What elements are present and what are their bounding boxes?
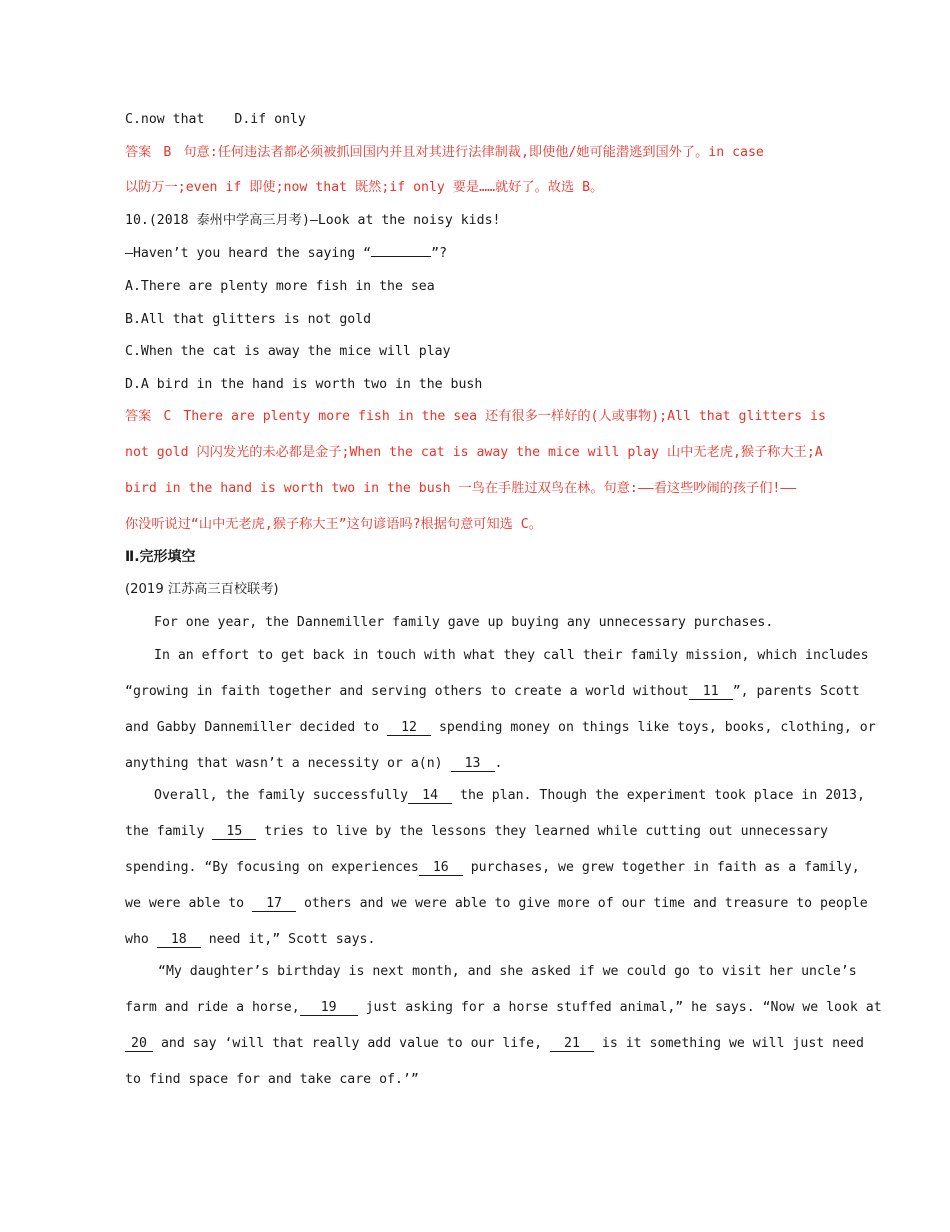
option-d: D.A bird in the hand is worth two in the bush xyxy=(125,377,483,392)
blank-15: 15 xyxy=(212,824,256,840)
option-b: B.All that glitters is not gold xyxy=(125,312,372,327)
option-c: C.now that xyxy=(125,112,205,127)
answer-letter: B xyxy=(163,145,172,160)
passage-p3-line-4: we were able to 17 others and we were able to give more of our time and treasure to people xyxy=(125,896,868,911)
option-a: A.There are plenty more fish in the sea xyxy=(125,279,435,294)
passage-p4-line-2: farm and ride a horse, 19 just asking for a horse stuffed animal,” he says. “Now we look at xyxy=(125,1000,882,1015)
passage-p3-line-2: the family 15 tries to live by the lessons they learned while cutting out unnecessary xyxy=(125,824,828,839)
passage-p2-line-3: and Gabby Dannemiller decided to 12 spending money on things like toys, books, clothing, or xyxy=(125,720,876,735)
passage-p2-line-4: anything that wasn’t a necessity or a(n) 13 . xyxy=(125,756,503,771)
blank-13: 13 xyxy=(451,756,495,772)
answer-explanation: 句意:任何违法者都必须被抓回国内并且对其进行法律制裁,即使他/她可能潜逃到国外了。in case xyxy=(183,145,764,160)
blank-21: 21 xyxy=(550,1036,594,1052)
passage-p2-line-2: “growing in faith together and serving others to create a world without 11 ”, parents Scott xyxy=(125,684,860,699)
answer-10-line-4: 你没听说过“山中无老虎,猴子称大王”这句谚语吗?根据句意可知选 C。 xyxy=(125,517,542,532)
answer-tag: 答案 xyxy=(125,409,152,424)
blank-11: 11 xyxy=(689,684,733,700)
answer-explanation: There are plenty more fish in the sea 还有很多一样好的(人或事物);All that glitters is xyxy=(183,409,826,424)
question-10-stem: 10.(2018 泰州中学高三月考)—Look at the noisy kids! xyxy=(125,213,501,228)
section-title: Ⅱ.完形填空 xyxy=(125,549,196,565)
answer-tag: 答案 xyxy=(125,145,152,160)
answer-9-line-1 xyxy=(125,144,764,162)
answer-letter: C xyxy=(163,409,172,424)
passage-p4-line-1: “My daughter’s birthday is next month, and she asked if we could go to visit her uncle’s xyxy=(158,964,857,979)
blank-16: 16 xyxy=(419,860,463,876)
passage-p3-line-3: spending. “By focusing on experiences 16 purchases, we grew together in faith as a family, xyxy=(125,860,860,875)
question-10-prompt: —Haven’t you heard the saying “ ”? xyxy=(125,246,448,261)
section-source: (2019 江苏高三百校联考) xyxy=(125,582,279,597)
blank-14: 14 xyxy=(408,788,452,804)
blank-19: 19 xyxy=(300,1000,358,1016)
passage-p4-line-4: to find space for and take care of.’” xyxy=(125,1072,419,1087)
option-c: C.When the cat is away the mice will play xyxy=(125,344,451,359)
answer-10-line-1 xyxy=(125,408,826,426)
passage-p3-line-5: who 18 need it,” Scott says. xyxy=(125,932,376,947)
option-d: D.if only xyxy=(234,112,306,127)
passage-p1: For one year, the Dannemiller family gave up buying any unnecessary purchases. xyxy=(154,615,774,630)
answer-9-line-2: 以防万一;even if 即使;now that 既然;if only 要是……就好了。故选 B。 xyxy=(125,180,604,195)
blank-20: 20 xyxy=(125,1036,153,1052)
passage-p3-line-1: Overall, the family successfully 14 the plan. Though the experiment took place in 2013, xyxy=(154,788,865,803)
passage-p4-line-3: 20 and say ‘will that really add value to our life, 21 is it something we will just need xyxy=(125,1035,864,1053)
prev-options-line xyxy=(125,111,306,129)
blank-17: 17 xyxy=(252,896,296,912)
answer-blank xyxy=(371,256,431,257)
answer-10-line-2: not gold 闪闪发光的未必都是金子;When the cat is away the mice will play 山中无老虎,猴子称大王;A xyxy=(125,445,823,460)
blank-18: 18 xyxy=(157,932,201,948)
answer-10-line-3: bird in the hand is worth two in the bush 一鸟在手胜过双鸟在林。句意:——看这些吵闹的孩子们!—— xyxy=(125,481,797,496)
passage-p2-line-1: In an effort to get back in touch with what they call their family mission, which includes xyxy=(154,648,869,663)
blank-12: 12 xyxy=(387,720,431,736)
